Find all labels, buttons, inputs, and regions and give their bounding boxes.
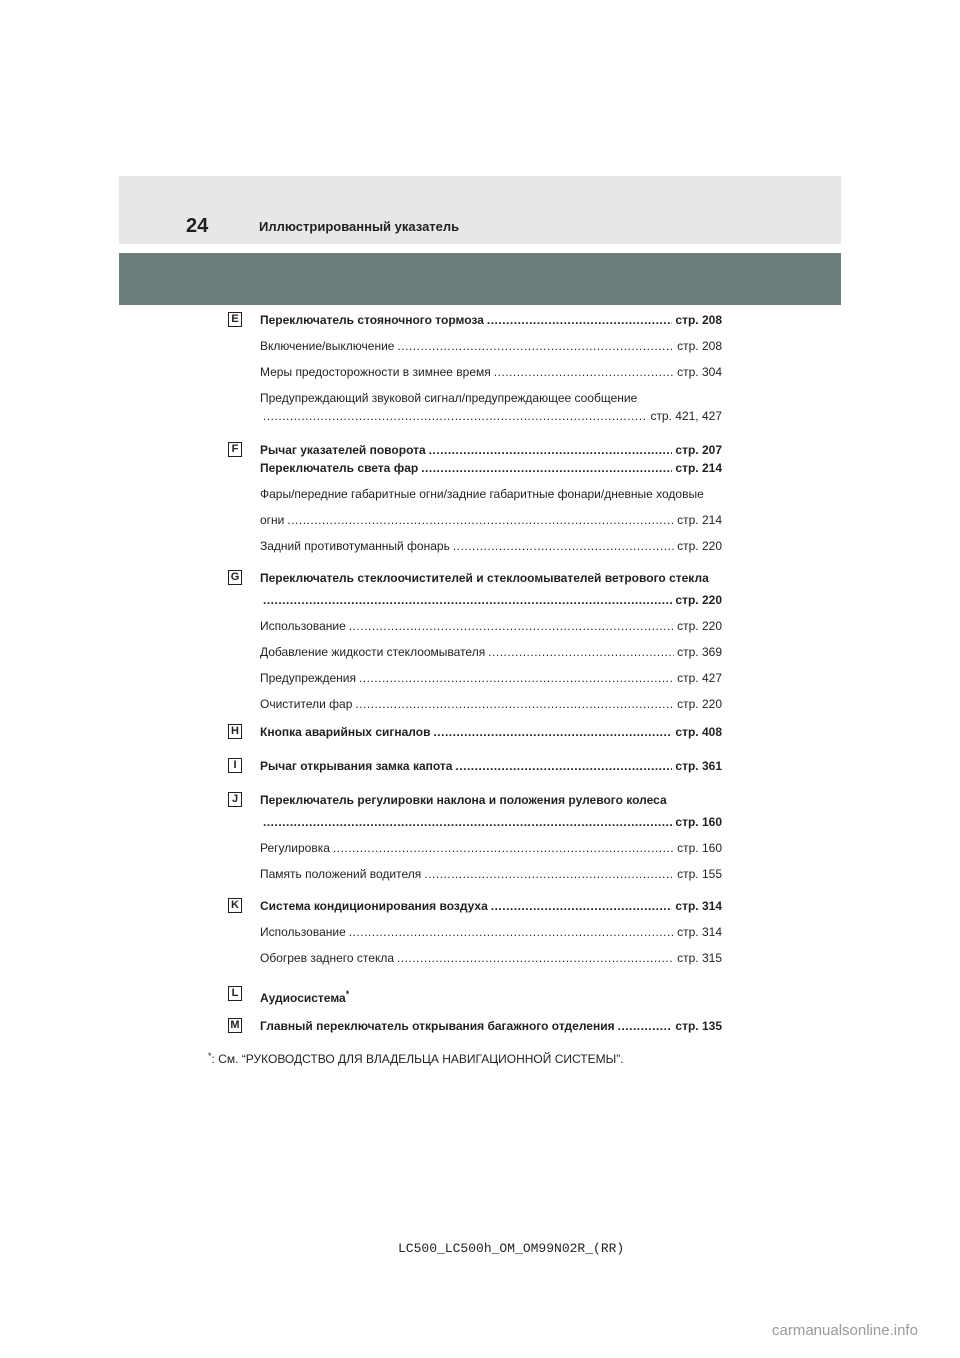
entry-text: Переключатель света фар (260, 461, 419, 475)
entry-text: Использование (260, 925, 346, 939)
dot-leader (397, 338, 674, 354)
header-band (119, 176, 841, 244)
section-letter-badge: H (228, 724, 242, 739)
index-subentry (260, 486, 722, 502)
dot-leader (433, 724, 672, 740)
dot-leader (287, 512, 674, 528)
dot-leader (349, 924, 674, 940)
page-reference: стр. 214 (675, 461, 722, 475)
page-reference: стр. 155 (677, 867, 722, 881)
index-subentry (260, 390, 722, 406)
entry-text: Добавление жидкости стеклоомывателя (260, 645, 486, 659)
entry-text: Кнопка аварийных сигналов (260, 725, 431, 739)
section-letter-badge: E (228, 312, 242, 327)
entry-text: Переключатель регулировки наклона и положения рулевого колеса (260, 793, 667, 807)
entry-text: Обогрев заднего стекла (260, 951, 395, 965)
dot-leader (488, 644, 674, 660)
dot-leader (618, 1018, 673, 1034)
dot-leader (429, 442, 673, 458)
page-reference: стр. 220 (675, 593, 722, 607)
page-reference: стр. 220 (677, 619, 722, 633)
index-subentry (260, 866, 722, 882)
page-reference: стр. 361 (675, 759, 722, 773)
index-heading (260, 570, 722, 586)
entry-text: Переключатель стояночного тормоза (260, 313, 484, 327)
section-letter-badge: J (228, 792, 242, 807)
dot-leader (333, 840, 674, 856)
index-subentry (260, 840, 722, 856)
section-banner (119, 253, 841, 305)
entry-text: Аудиосистема (260, 991, 346, 1005)
entry-text: Меры предосторожности в зимнее время (260, 365, 491, 379)
index-subentry (260, 618, 722, 634)
entry-text: Очистители фар (260, 697, 353, 711)
page-number: 24 (186, 215, 209, 237)
page-reference: стр. 421, 427 (650, 409, 722, 423)
page-reference: стр. 207 (675, 443, 722, 457)
index-subentry (260, 696, 722, 712)
entry-text: Регулировка (260, 841, 330, 855)
dot-leader (349, 618, 674, 634)
index-heading (260, 986, 722, 1006)
page-reference: стр. 220 (677, 697, 722, 711)
section-letter-badge: M (228, 1018, 242, 1033)
dot-leader (424, 866, 674, 882)
dot-leader (455, 758, 672, 774)
entry-text: Рычаг открывания замка капота (260, 759, 453, 773)
entry-text: огни (260, 513, 285, 527)
index-heading (260, 592, 722, 608)
index-heading (260, 814, 722, 830)
index-subentry (260, 924, 722, 940)
footnote-text: : См. “РУКОВОДСТВО ДЛЯ ВЛАДЕЛЬЦА НАВИГАЦИОННОЙ СИСТЕМЫ”. (211, 1052, 624, 1066)
entry-text: Предупреждения (260, 671, 356, 685)
index-heading (260, 442, 722, 458)
index-subentry (260, 338, 722, 354)
section-letter-badge: G (228, 570, 242, 585)
dot-leader (263, 408, 647, 424)
page-reference: стр. 304 (677, 365, 722, 379)
entry-text: Задний противотуманный фонарь (260, 539, 450, 553)
dot-leader (487, 312, 673, 328)
footnote-mark: * (208, 1051, 212, 1061)
section-letter-badge: K (228, 898, 242, 913)
page-reference: стр. 160 (677, 841, 722, 855)
section-letter-badge: L (228, 986, 242, 1001)
entry-text: Предупреждающий звуковой сигнал/предупреждающее сообщение (260, 391, 638, 405)
entry-text: Использование (260, 619, 346, 633)
entry-text: Главный переключатель открывания багажного отделения (260, 1019, 615, 1033)
entry-text: Рычаг указателей поворота (260, 443, 426, 457)
index-subentry (260, 950, 722, 966)
index-heading (260, 460, 722, 476)
page-reference: стр. 220 (677, 539, 722, 553)
dot-leader (453, 538, 674, 554)
page-reference: стр. 160 (675, 815, 722, 829)
watermark: carmanualsonline.info (772, 1322, 918, 1339)
document-code: LC500_LC500h_OM_OM99N02R_(RR) (398, 1241, 625, 1256)
page-reference: стр. 314 (677, 925, 722, 939)
index-subentry (260, 364, 722, 380)
page-reference: стр. 369 (677, 645, 722, 659)
index-heading (260, 792, 722, 808)
dot-leader (491, 898, 673, 914)
page-reference: стр. 314 (675, 899, 722, 913)
section-letter-badge: F (228, 442, 242, 457)
entry-text: Память положений водителя (260, 867, 422, 881)
section-letter-badge: I (228, 758, 242, 773)
page-reference: стр. 214 (677, 513, 722, 527)
footnote-reference: * (345, 989, 350, 999)
index-heading (260, 724, 722, 740)
entry-text: Фары/передние габаритные огни/задние габаритные фонари/дневные ходовые (260, 487, 704, 501)
dot-leader (494, 364, 674, 380)
page-reference: стр. 315 (677, 951, 722, 965)
page-reference: стр. 408 (675, 725, 722, 739)
index-heading (260, 758, 722, 774)
dot-leader (359, 670, 674, 686)
entry-text: Переключатель стеклоочистителей и стеклоомывателей ветрового стекла (260, 571, 709, 585)
index-heading (260, 1018, 722, 1034)
index-subentry (260, 644, 722, 660)
entry-text: Система кондиционирования воздуха (260, 899, 488, 913)
index-subentry (260, 538, 722, 554)
dot-leader (263, 814, 672, 830)
dot-leader (397, 950, 674, 966)
page-reference: стр. 208 (675, 313, 722, 327)
dot-leader (355, 696, 674, 712)
index-heading (260, 312, 722, 328)
entry-text: Включение/выключение (260, 339, 395, 353)
header-title: Иллюстрированный указатель (259, 219, 460, 234)
page-reference: стр. 135 (675, 1019, 722, 1033)
page-reference: стр. 208 (677, 339, 722, 353)
index-heading (260, 898, 722, 914)
dot-leader (421, 460, 672, 476)
index-subentry (260, 670, 722, 686)
dot-leader (263, 592, 672, 608)
index-subentry (260, 512, 722, 528)
page-reference: стр. 427 (677, 671, 722, 685)
index-subentry (260, 408, 722, 424)
footnote (208, 1048, 624, 1067)
